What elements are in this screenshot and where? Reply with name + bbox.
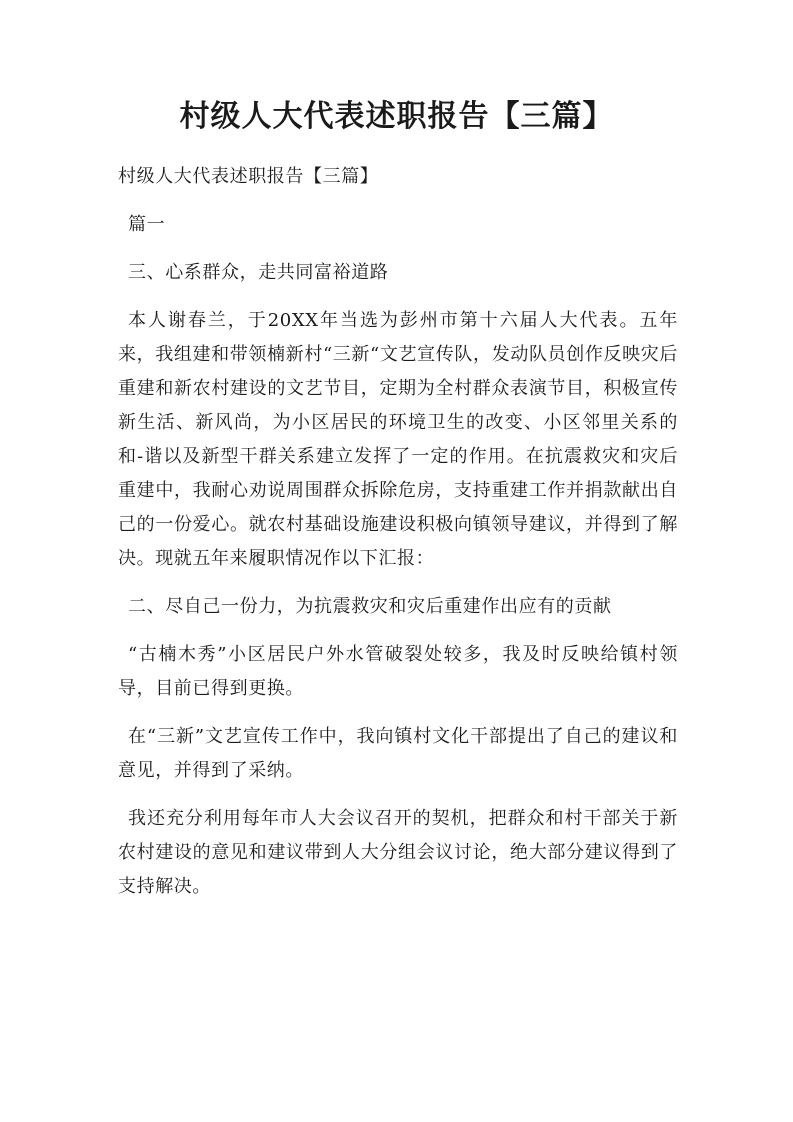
body-paragraph: 我还充分利用每年市人大会议召开的契机，把群众和村干部关于新农村建设的意见和建议带到人大分组会议讨论，绝大部分建议得到了支持解决。 <box>118 808 678 897</box>
section-label: 篇一 <box>128 214 166 235</box>
document-title: 村级人大代表述职报告【三篇】 <box>179 99 614 134</box>
body-paragraph: “古楠木秀”小区居民户外水管破裂处较多，我及时反映给镇村领导，目前已得到更换。 <box>118 644 678 699</box>
document-body <box>118 160 678 918</box>
section-heading: 三、心系群众，走共同富裕道路 <box>128 262 389 283</box>
body-paragraph: 在“三新”文艺宣传工作中，我向镇村文化干部提出了自己的建议和意见，并得到了采纳。 <box>118 726 678 781</box>
body-paragraph: 本人谢春兰，于20XX年当选为彭州市第十六届人大代表。五年来，我组建和带领楠新村“三新“文艺宣传队，发动队员创作反映灾后重建和新农村建设的文艺节目，定期为全村群众表演节目，积极宣传新生活、新风尚，为小区居民的环境卫生的改变、小区邻里关系的和-谐以及新型干群关系建立发挥了一定的作用。在抗震救灾和灾后重建中，我耐心劝说周围群众拆除危房，支持重建工作并捐款献出自己的一份爱心。就农村基础设施建设积极向镇领导建议，并得到了解决。现就五年来履职情况作以下汇报： <box>118 310 678 569</box>
section-heading: 二、尽自己一份力，为抗震救灾和灾后重建作出应有的贡献 <box>128 596 612 617</box>
document-subtitle: 村级人大代表述职报告【三篇】 <box>118 166 379 187</box>
